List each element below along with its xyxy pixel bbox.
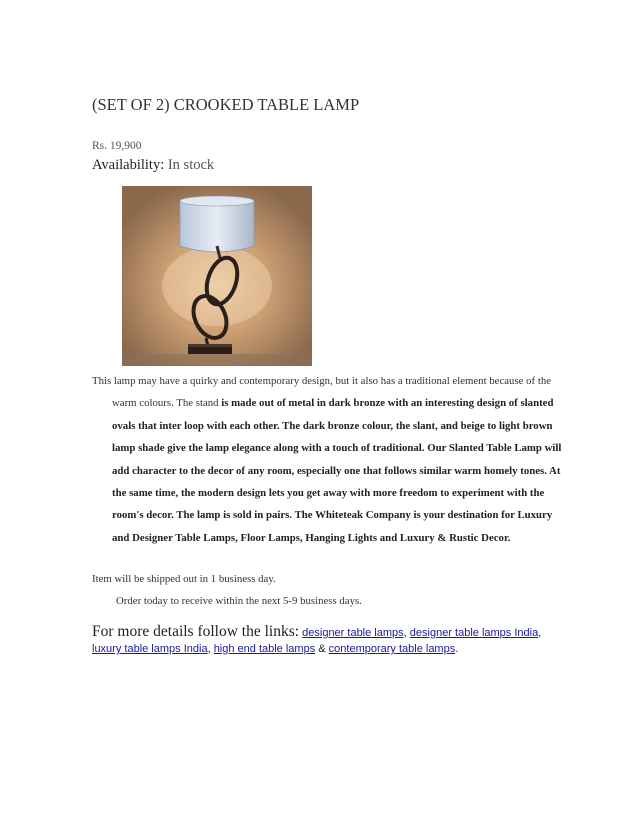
more-details-links — [92, 624, 552, 657]
description-bold: is made out of metal in dark bronze with an interesting design of slanted ovals that inter loop with each other. The dark bronze colour, the slant, and beige to light brown lamp shade give the lamp elegance along with a touch of traditional. Our Slanted Table Lamp will add character to the decor of any room, especially one that follows similar warm homely tones. At the same time, the modern design lets you get away with more freedom to experiment with the room's decor. The lamp is sold in pairs. The Whiteteak Company is your destination for Luxury and Designer Table Lamps, Floor Lamps, Hanging Lights and Luxury & Rustic Decor. — [112, 397, 562, 544]
link-separator: , — [538, 627, 542, 639]
link-ampersand: & — [315, 643, 329, 655]
availability — [92, 157, 214, 174]
shipping-line-1: Item will be shipped out in 1 business day. — [92, 573, 276, 585]
link-contemporary-table-lamps[interactable]: contemporary table lamps — [328, 643, 456, 655]
link-separator: , — [207, 643, 214, 655]
description-intro: This lamp may have a quirky and contemporary design, but it also has a traditional element because of the warm colours. The stand — [92, 375, 552, 410]
product-price: Rs. 19,900 — [92, 140, 142, 152]
link-designer-table-lamps-india[interactable]: designer table lamps India — [409, 627, 539, 639]
availability-label: Availability: — [92, 157, 165, 173]
link-separator: , — [403, 627, 410, 639]
product-description — [92, 370, 572, 549]
link-end: . — [455, 643, 459, 655]
table-lamp-photo-icon — [122, 186, 312, 366]
shipping-info — [92, 568, 562, 612]
availability-value: In stock — [167, 157, 215, 173]
link-designer-table-lamps[interactable]: designer table lamps — [302, 627, 404, 639]
shipping-line-2: Order today to receive within the next 5-9 business days. — [116, 595, 362, 607]
product-title: (SET OF 2) CROOKED TABLE LAMP — [92, 95, 360, 114]
link-luxury-table-lamps-india[interactable]: luxury table lamps India — [92, 643, 208, 655]
link-high-end-table-lamps[interactable]: high end table lamps — [213, 643, 316, 655]
links-intro: For more details follow the links: — [92, 623, 300, 640]
